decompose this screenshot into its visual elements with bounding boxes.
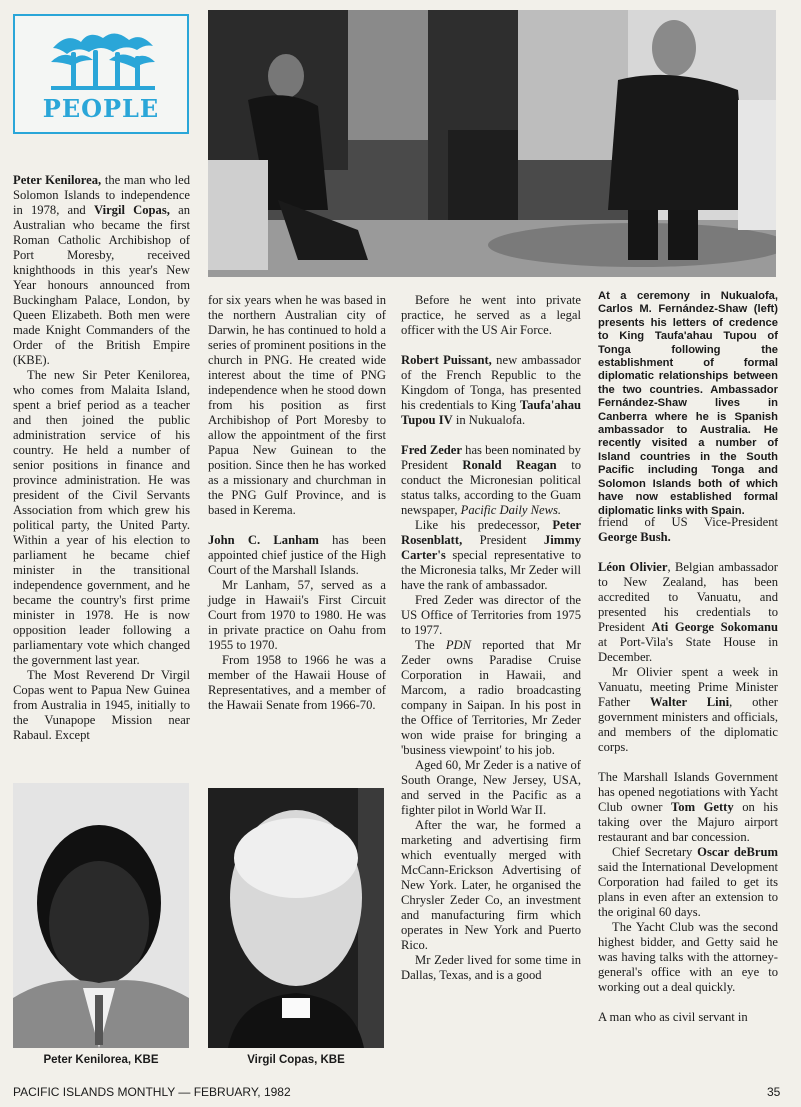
lanham-legislature-paragraph: From 1958 to 1966 he was a member of the Hawaii House of Representatives, and a member of the Hawaii Senate from 1966-70. (208, 653, 386, 712)
marshall-yacht-paragraph (598, 770, 778, 845)
copas-bio-continued: for six years when he was based in the northern Australian city of Darwin, he has continued to hold a series of prominent positions in the church in PNG. He created wide interest about the time of PNG independence when he stood down from his position as first Archibishop of Port Moresby to allow the appointment of the first Papua New Guinean to the position. Since then he has worked as a missionary and churchman in the PNG Gulf Province, and is based in Kerema. (208, 293, 386, 517)
zeder-age-paragraph: Aged 60, Mr Zeder is a native of South Orange, New Jersey, USA, and served in the Pacific as a fighter pilot in World War II. (401, 758, 581, 817)
spacer (401, 338, 581, 353)
name-bush: George Bush. (598, 530, 671, 544)
spacer (598, 755, 778, 770)
olivier-paragraph (598, 560, 778, 665)
text-span: President (462, 533, 544, 547)
text-span: , Belgian ambassador to New Zealand, has been accredited to Vanuatu, and presented his credentials to President (598, 560, 778, 634)
name-reagan: Ronald Reagan (462, 458, 557, 472)
text-span: said the International Development Corporation had failed to get its plans in even after an extension to the original 60 days. (598, 860, 778, 919)
text-span: has been appointed chief justice of the High Court of the Marshall Islands. (208, 533, 386, 577)
text-span: special representative to the Micronesia talks, Mr Zeder will have the rank of ambassador. (401, 548, 581, 592)
text-span: in Nukualofa. (452, 413, 526, 427)
text-span: Mr Olivier spent a week in Vanuatu, meeting Prime Minister Father (598, 665, 778, 709)
spacer (401, 428, 581, 443)
text-span: the man who led Solomon Islands to independence in 1978, and (13, 173, 190, 217)
zeder-business-paragraph (401, 638, 581, 758)
kenilorea-bio-paragraph: The new Sir Peter Kenilorea, who comes from Malaita Island, spent a brief period as a teacher and then joined the public administration service of his country. He held a number of senior positions in finance and province administration. He was president of the Civil Servants Association from which grew his political party, the United Party. Within a year of his election to parliament he became chief minister in the transitional independence government, and he became the country's first prime minister in 1978. He is now opposition leader following a parliamentary vote which changed the government last year. (13, 368, 190, 667)
name-debrum: Oscar deBrum (697, 845, 778, 859)
footer-publication: PACIFIC ISLANDS MONTHLY — FEBRUARY, 1982 (13, 1085, 291, 1099)
name-kenilorea: Peter Kenilorea, (13, 173, 102, 187)
text-span: friend of US Vice-President (598, 515, 778, 529)
zeder-paragraph (401, 443, 581, 518)
kenilorea-portrait (13, 783, 189, 1048)
spacer (208, 518, 386, 533)
name-lanham: John C. Lanham (208, 533, 319, 547)
palm-trees-icon (49, 22, 157, 92)
text-span: an Australian who became the first Roman Catholic Archibishop of Port Moresby, received knighthoods in this year's New Year honours announced from Buckingham Palace, London, by Queen Elizabeth. Both men were made Knight Commanders of the Order of the British Empire (KBE). (13, 203, 190, 367)
civil-servant-paragraph: A man who as civil servant in (598, 1010, 748, 1024)
text-span: reported that Mr Zeder owns Paradise Cruise Corporation in Hawaii, and Marcom, a radio broadcasting company in Saipan. In his post in the Office of Territories, Mr Zeder won wide praise for bringing a 'business viewpoint' to his job. (401, 638, 581, 757)
copas-portrait-caption: Virgil Copas, KBE (247, 1054, 345, 1066)
zeder-postwar-paragraph: After the war, he formed a marketing and advertising firm which eventually merged with McCann-Erickson Advertising of New York. Later, he organised the Chrysler Zeder Co, an investment and manufacturing firm which operates in New York and Puerto Rico. (401, 818, 581, 952)
copas-portrait (208, 788, 384, 1048)
kenilorea-portrait-caption: Peter Kenilorea, KBE (43, 1054, 159, 1066)
text-span: The (415, 638, 446, 652)
puissant-paragraph (401, 353, 581, 428)
debrum-paragraph (598, 845, 778, 920)
name-zeder: Fred Zeder (401, 443, 462, 457)
text-span: The Marshall Islands Government has opened negotiations with Yacht Club owner (598, 770, 778, 814)
article-column-3 (401, 293, 581, 983)
lanham-career-paragraph: Mr Lanham, 57, served as a judge in Hawaii's First Circuit Court from 1970 to 1980. He was in private practice on Oahu from 1955 to 1970. (208, 578, 386, 652)
name-lini: Walter Lini (650, 695, 730, 709)
text-span: Like his predecessor, (415, 518, 553, 532)
ceremony-photo (208, 10, 776, 277)
name-copas: Virgil Copas, (93, 203, 170, 217)
name-puissant: Robert Puissant, (401, 353, 492, 367)
text-span: , other government ministers and officials, and members of the diplomatic corps. (598, 695, 778, 754)
name-king: Taufa'ahau Tupou IV (401, 398, 581, 427)
name-olivier: Léon Olivier (598, 560, 668, 574)
text-span: Chief Secretary (612, 845, 698, 859)
kenilorea-copas-paragraph (13, 173, 190, 368)
name-sokomanu: Ati George Sokomanu (651, 620, 778, 634)
name-rosenblatt: Peter Rosenblatt, (401, 518, 581, 547)
text-span: new ambassador of the French Republic to the Kingdom of Tonga, has presented his credentials to King (401, 353, 581, 412)
copas-bio-paragraph: The Most Reverend Dr Virgil Copas went to Papua New Guinea from Australia in 1945, initially to the Vunapope Mission near Rabaul. Except (13, 668, 190, 742)
text-span: to conduct the Micronesian political status talks, according to the Guam newspaper, (401, 458, 581, 517)
article-column-1 (13, 173, 190, 743)
lanham-air-force-paragraph: Before he went into private practice, he served as a legal officer with the US Air Force. (401, 293, 581, 337)
lanham-paragraph (208, 533, 386, 578)
zeder-dallas-paragraph: Mr Zeder lived for some time in Dallas, Texas, and is a good (401, 953, 581, 982)
article-column-2 (208, 293, 386, 713)
people-section-logo (13, 14, 189, 134)
rosenblatt-paragraph (401, 518, 581, 593)
text-span: at Port-Vila's State House in December. (598, 635, 778, 664)
pdn-abbrev: PDN (445, 638, 472, 652)
logo-title: PEOPLE (42, 94, 160, 123)
article-column-4 (598, 515, 778, 1025)
zeder-director-paragraph: Fred Zeder was director of the US Office of Territories from 1975 to 1977. (401, 593, 581, 637)
yacht-club-paragraph: The Yacht Club was the second highest bidder, and Getty said he was having talks with the attorney-general's office with an eye to working out a deal quickly. (598, 920, 778, 994)
bush-paragraph (598, 515, 778, 545)
text-span: on his taking over the Majuro airport restaurant and bar concession. (598, 800, 779, 844)
name-carter: Jimmy Carter's (401, 533, 581, 562)
name-getty: Tom Getty (671, 800, 734, 814)
ceremony-photo-caption: At a ceremony in Nukualofa, Carlos M. Fernández-Shaw (left) presents his letters of credence to King Taufa'ahau Tupou of Tonga following the establishment of formal diplomatic relationships between the two countries. Ambassador Fernández-Shaw lives in Canberra where he is Spanish ambassador to Australia. He recently visited a number of Island countries in the South Pacific including Tonga and Solomon Islands both of which have now established formal diplomatic links with Spain. (598, 290, 778, 517)
text-span: has been nominated by President (401, 443, 581, 472)
newspaper-title: Pacific Daily News. (460, 503, 562, 517)
spacer (598, 545, 778, 560)
spacer (598, 995, 778, 1010)
olivier-visit-paragraph (598, 665, 778, 755)
page-number: 35 (767, 1085, 781, 1099)
